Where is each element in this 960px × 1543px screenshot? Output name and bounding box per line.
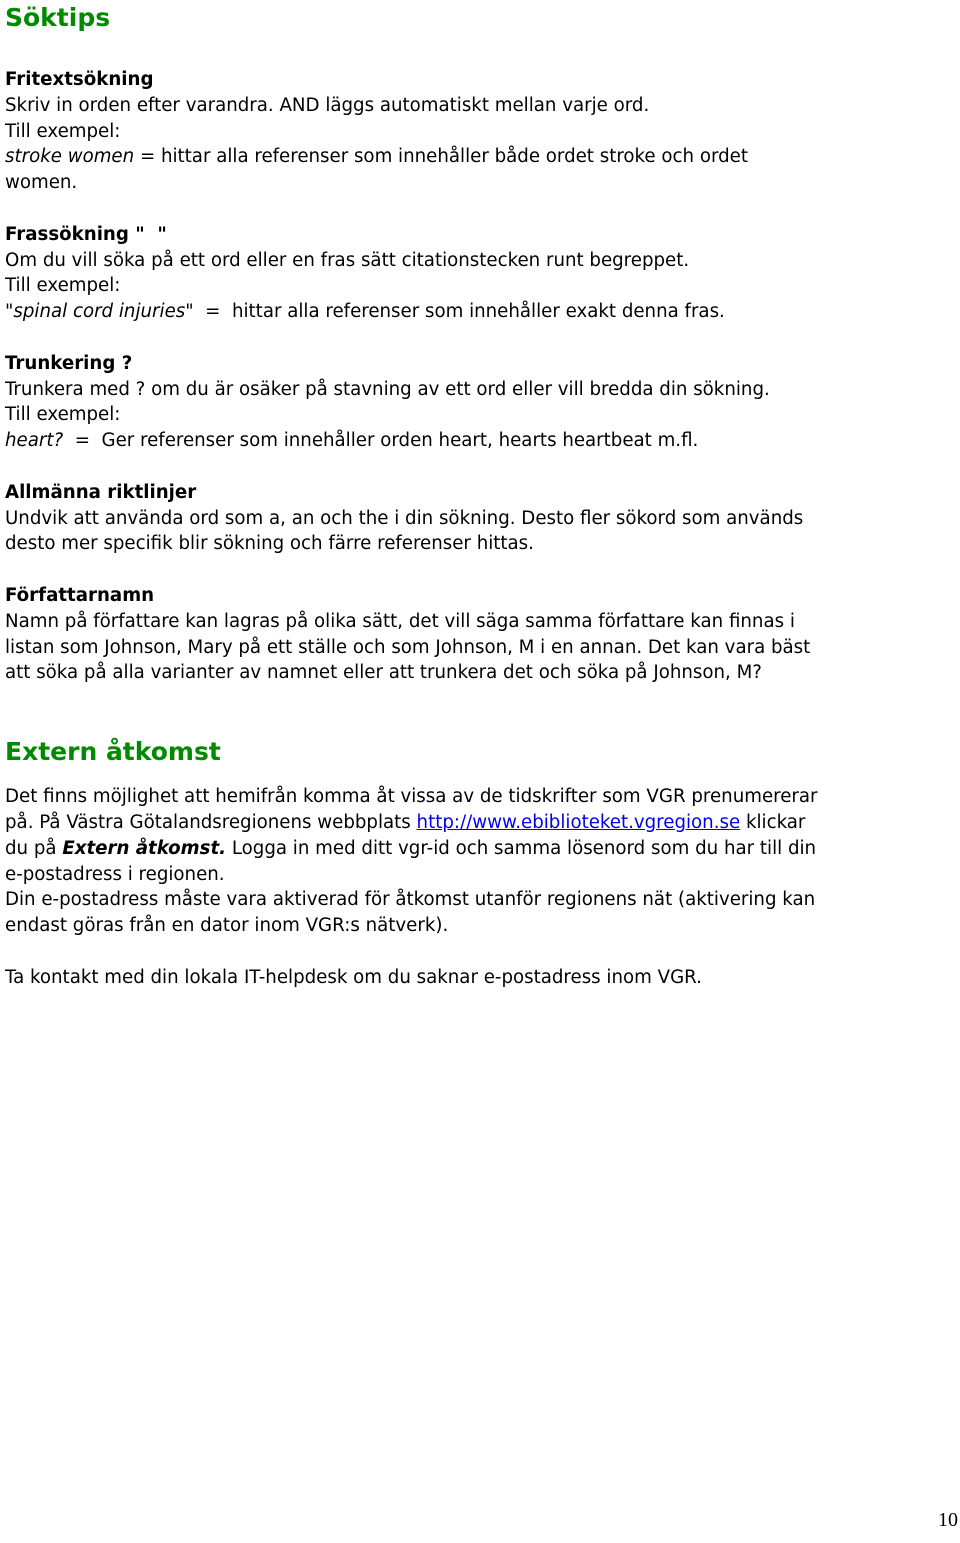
forf-block <box>5 583 955 686</box>
fritext-example-label: Till exempel: <box>5 120 121 142</box>
trunk-example <box>5 428 955 454</box>
extern-line-text: Logga in med ditt vgr-id och samma lösenord som du har till din <box>226 837 817 859</box>
allm-line: Undvik att använda ord som a, an och the i din sökning. Desto fler sökord som används <box>5 507 804 529</box>
fritext-line: Skriv in orden efter varandra. AND läggs automatiskt mellan varje ord. <box>5 94 650 116</box>
section-title-soktips: Söktips <box>5 3 111 32</box>
fritext-example <box>5 144 955 170</box>
trunk-block <box>5 351 955 454</box>
page-number: 10 <box>938 1509 958 1531</box>
trunk-example-label: Till exempel: <box>5 404 121 426</box>
allm-line: desto mer specifik blir sökning och färre referenser hittas. <box>5 533 534 555</box>
fras-example <box>5 299 955 325</box>
extern-line: Det finns möjlighet att hemifrån komma åt vissa av de tidskrifter som VGR prenumererar <box>5 786 818 808</box>
fras-block <box>5 222 955 325</box>
extern-line <box>5 836 955 862</box>
fritext-example-desc: = hittar alla referenser som innehåller både ordet stroke och ordet <box>134 146 748 168</box>
extern-line <box>5 810 955 836</box>
trunk-example-desc: = Ger referenser som innehåller orden heart, hearts heartbeat m.fl. <box>63 430 699 452</box>
extern-line: endast göras från en dator inom VGR:s nätverk). <box>5 915 449 937</box>
fras-heading: Frassökning " " <box>5 223 167 245</box>
extern-line-text: du på <box>5 837 63 859</box>
extern-block <box>5 784 955 990</box>
document-page <box>5 0 955 991</box>
trunk-example-term: heart? <box>5 430 64 452</box>
extern-atkomst-emphasis: Extern åtkomst. <box>62 837 227 859</box>
extern-line: e-postadress i regionen. <box>5 863 225 885</box>
fras-example-desc: = hittar alla referenser som innehåller exakt denna fras. <box>193 301 725 323</box>
fritext-example-term: stroke women <box>5 146 135 168</box>
extern-line: Ta kontakt med din lokala IT-helpdesk om du saknar e-postadress inom VGR. <box>5 966 702 988</box>
trunk-line: Trunkera med ? om du är osäker på stavning av ett ord eller vill bredda din sökning. <box>5 378 770 400</box>
extern-line: Din e-postadress måste vara aktiverad för åtkomst utanför regionens nät (aktivering kan <box>5 889 816 911</box>
allm-block <box>5 480 955 557</box>
trunk-heading: Trunkering ? <box>5 352 133 374</box>
fritext-heading: Fritextsökning <box>5 69 154 90</box>
forf-line: att söka på alla varianter av namnet eller att trunkera det och söka på Johnson, M? <box>5 662 762 684</box>
fras-line: Om du vill söka på ett ord eller en fras sätt citationstecken runt begreppet. <box>5 249 690 271</box>
fritext-example-cont: women. <box>5 172 78 194</box>
forf-line: listan som Johnson, Mary på ett ställe och som Johnson, M i en annan. Det kan vara bäst <box>5 636 811 658</box>
extern-line-text: på. På Västra Götalandsregionens webbplats <box>5 811 417 833</box>
forf-line: Namn på författare kan lagras på olika sätt, det vill säga samma författare kan finnas i <box>5 610 795 632</box>
fras-example-label: Till exempel: <box>5 275 121 297</box>
fritext-block <box>5 67 955 196</box>
extern-line-text: klickar <box>740 811 806 833</box>
ebiblioteket-link[interactable]: http://www.ebiblioteket.vgregion.se <box>416 811 741 833</box>
fras-example-term: "spinal cord injuries" <box>5 301 194 323</box>
allm-heading: Allmänna riktlinjer <box>5 481 197 503</box>
section-title-extern: Extern åtkomst <box>5 737 221 767</box>
forf-heading: Författarnamn <box>5 584 155 606</box>
